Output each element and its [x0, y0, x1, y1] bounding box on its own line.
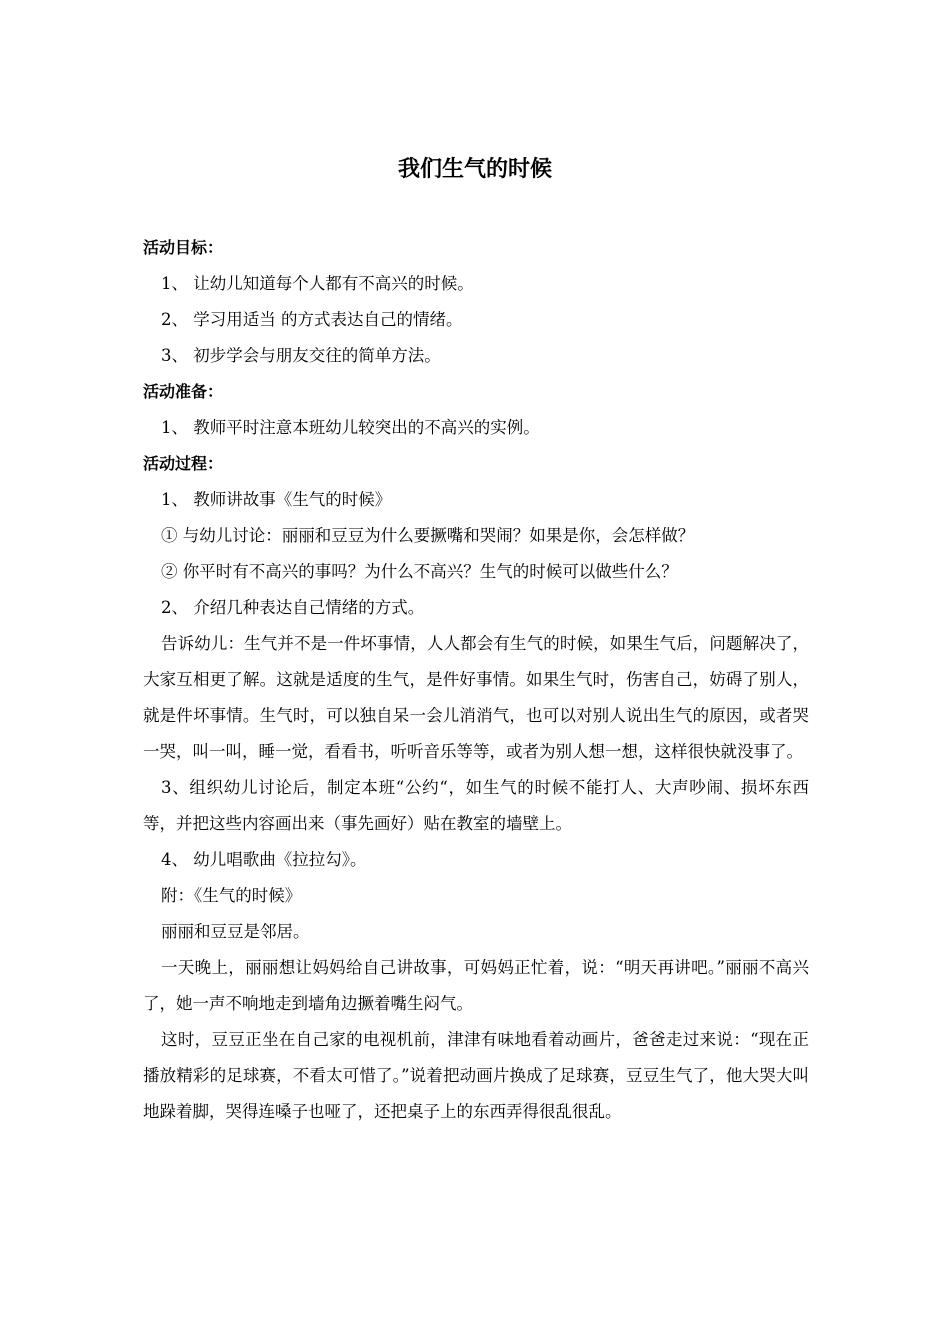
process-heading: 活动过程：: [143, 454, 224, 473]
story-paragraph-3: 这时，豆豆正坐在自己家的电视机前，津津有味地看着动画片，爸爸走过来说：“现在正播放精彩的足球赛，不看太可惜了。”说着把动画片换成了足球赛，豆豆生气了，他大哭大叫地跺着脚，哭得连嗓子也哑了，还把桌子上的东西弄得很乱很乱。: [143, 1030, 809, 1121]
document-body: [143, 230, 809, 1130]
process-step-3: 3、组织幼儿讨论后，制定本班“公约“，如生气的时候不能打人、大声吵闹、损坏东西等，并把这些内容画出来（事先画好）贴在教室的墙壁上。: [143, 778, 809, 833]
discussion-question-2: ② 你平时有不高兴的事吗？为什么不高兴？生气的时候可以做些什么？: [161, 562, 678, 581]
tell-children-paragraph: 告诉幼儿：生气并不是一件坏事情，人人都会有生气的时候，如果生气后，问题解决了，大家互相更了解。这就是适度的生气，是件好事情。如果生气时，伤害自己，妨碍了别人，就是件坏事情。生气时，可以独自呆一会儿消消气，也可以对别人说出生气的原因，或者哭一哭，叫一叫，睡一觉，看看书，听听音乐等等，或者为别人想一想，这样很快就没事了。: [143, 634, 809, 761]
story-paragraph-1: 丽丽和豆豆是邻居。: [161, 922, 310, 941]
goal-item: 1、 让幼儿知道每个人都有不高兴的时候。: [161, 274, 474, 293]
discussion-question-1: ① 与幼儿讨论：丽丽和豆豆为什么要撅嘴和哭闹？如果是你，会怎样做？: [161, 526, 695, 545]
story-paragraph-2: 一天晚上，丽丽想让妈妈给自己讲故事，可妈妈正忙着，说：“明天再讲吧。”丽丽不高兴了，她一声不响地走到墙角边撅着嘴生闷气。: [143, 958, 809, 1013]
preparation-heading: 活动准备：: [143, 382, 224, 401]
appendix-heading: 附：《生气的时候》: [161, 886, 302, 905]
process-step-2: 2、 介绍几种表达自己情绪的方式。: [161, 598, 425, 617]
goal-item: 3、 初步学会与朋友交往的简单方法。: [161, 346, 441, 365]
process-step-1: 1、 教师讲故事《生气的时候》: [161, 490, 392, 509]
preparation-item: 1、 教师平时注意本班幼儿较突出的不高兴的实例。: [161, 418, 540, 437]
page-title: 我们生气的时候: [397, 157, 552, 182]
process-step-4: 4、 幼儿唱歌曲《拉拉勾》。: [161, 850, 367, 869]
goals-heading: 活动目标：: [143, 238, 224, 257]
goal-item: 2、 学习用适当 的方式表达自己的情绪。: [161, 310, 463, 329]
